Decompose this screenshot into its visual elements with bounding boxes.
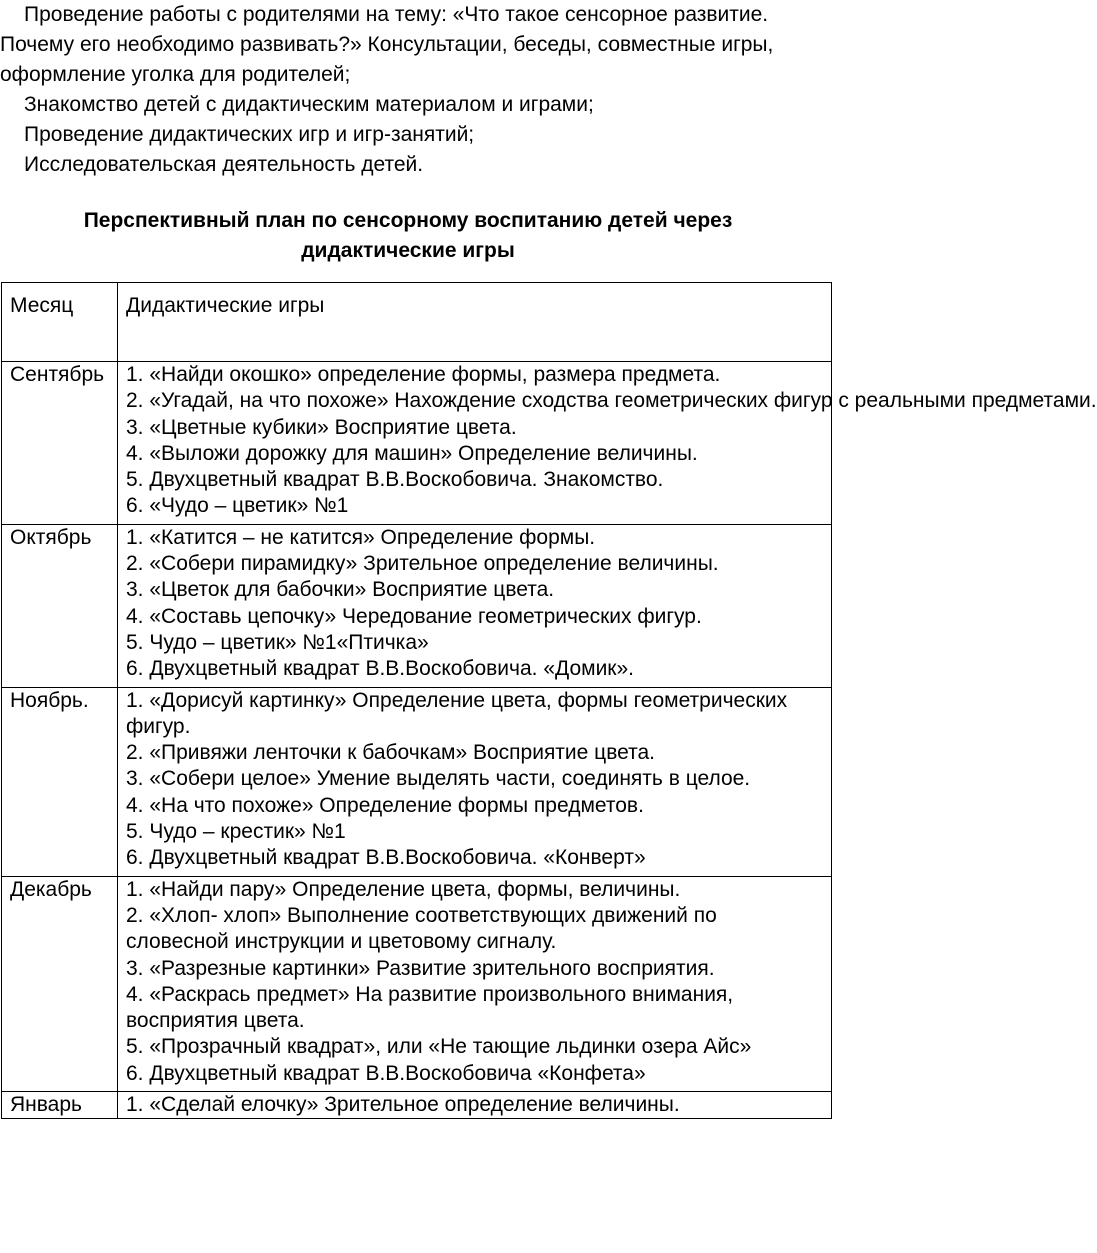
game-item: 1. «Сделай елочку» Зрительное определение величины. [126, 1093, 680, 1117]
column-header-games: Дидактические игры [118, 283, 832, 362]
game-item: 6. Двухцветный квадрат В.В.Воскобовича. «Конверт» [126, 846, 646, 870]
intro-paragraph-research: Исследовательская деятельность детей. [24, 153, 424, 176]
game-item: 6. Двухцветный квадрат В.В.Воскобовича «Конфета» [126, 1061, 646, 1085]
table-row [2, 524, 832, 687]
month-cell: Ноябрь. [2, 687, 118, 876]
games-cell [118, 687, 832, 876]
game-item: 5. «Прозрачный квадрат», или «Не тающие льдинки озера Айс» [126, 1035, 752, 1059]
intro-paragraph-materials: Знакомство детей с дидактическим материалом и играми; [24, 93, 594, 116]
game-item: 1. «Дорисуй картинку» Определение цвета, формы геометрических фигур. [126, 688, 788, 738]
game-item: 5. Чудо – цветик» №1«Птичка» [126, 630, 429, 654]
month-cell: Октябрь [2, 524, 118, 687]
game-item: 1. «Найди пару» Определение цвета, формы, величины. [126, 877, 681, 901]
plan-heading [0, 206, 816, 266]
table-row [2, 876, 832, 1091]
table-header-row [2, 283, 832, 362]
game-item: 2. «Собери пирамидку» Зрительное определение величины. [126, 552, 719, 576]
game-item: 4. «Составь цепочку» Чередование геометрических фигур. [126, 604, 702, 628]
month-cell: Январь [2, 1092, 118, 1119]
game-item: 1. «Катится – не катится» Определение формы. [126, 525, 596, 549]
game-item: 2. «Хлоп- хлоп» Выполнение соответствующих движений по словесной инструкции и цветовому сигналу. [126, 903, 717, 954]
game-item: 6. «Чудо – цветик» №1 [126, 494, 349, 518]
intro-paragraph-parents: Проведение работы с родителями на тему: «Что такое сенсорное развитие. Почему его необходимо развивать?» Консультации, беседы, совместные игры, оформление уголка для родителей; [0, 3, 774, 86]
game-item: 6. Двухцветный квадрат В.В.Воскобовича. «Домик». [126, 657, 634, 681]
month-cell: Сентябрь [2, 362, 118, 525]
table-row [2, 1092, 832, 1119]
game-item: 4. «Выложи дорожку для машин» Определение величины. [126, 441, 698, 465]
game-item: 5. Двухцветный квадрат В.В.Воскобовича. Знакомство. [126, 468, 664, 492]
plan-table [1, 282, 1097, 1119]
game-item: 3. «Разрезные картинки» Развитие зрительного восприятия. [126, 956, 715, 980]
games-cell [118, 1092, 832, 1119]
games-cell [118, 524, 832, 687]
game-item: 4. «На что похоже» Определение формы предметов. [126, 793, 644, 817]
plan-heading-line1: Перспективный план по сенсорному воспитанию детей через [83, 209, 733, 232]
month-cell: Декабрь [2, 876, 118, 1091]
games-cell [118, 362, 1097, 525]
column-header-month: Месяц [2, 283, 118, 362]
game-item: 3. «Цветные кубики» Восприятие цвета. [126, 415, 517, 439]
table-row [2, 687, 832, 876]
game-item: 2. «Угадай, на что похоже» Нахождение сходства геометрических фигур с реальными предметами. [126, 389, 1097, 413]
intro-section [0, 0, 816, 180]
games-cell [118, 876, 832, 1091]
game-item: 3. «Цветок для бабочки» Восприятие цвета. [126, 578, 555, 602]
game-item: 2. «Привяжи ленточки к бабочкам» Восприятие цвета. [126, 741, 655, 765]
game-item: 4. «Раскрась предмет» На развитие произвольного внимания, восприятия цвета. [126, 982, 734, 1033]
intro-paragraph-games: Проведение дидактических игр и игр-занятий; [24, 123, 475, 146]
game-item: 5. Чудо – крестик» №1 [126, 820, 346, 844]
game-item: 1. «Найди окошко» определение формы, размера предмета. [126, 363, 721, 386]
table-row [2, 362, 832, 525]
game-item: 3. «Собери целое» Умение выделять части, соединять в целое. [126, 767, 751, 791]
plan-heading-line2: дидактические игры [301, 239, 515, 262]
